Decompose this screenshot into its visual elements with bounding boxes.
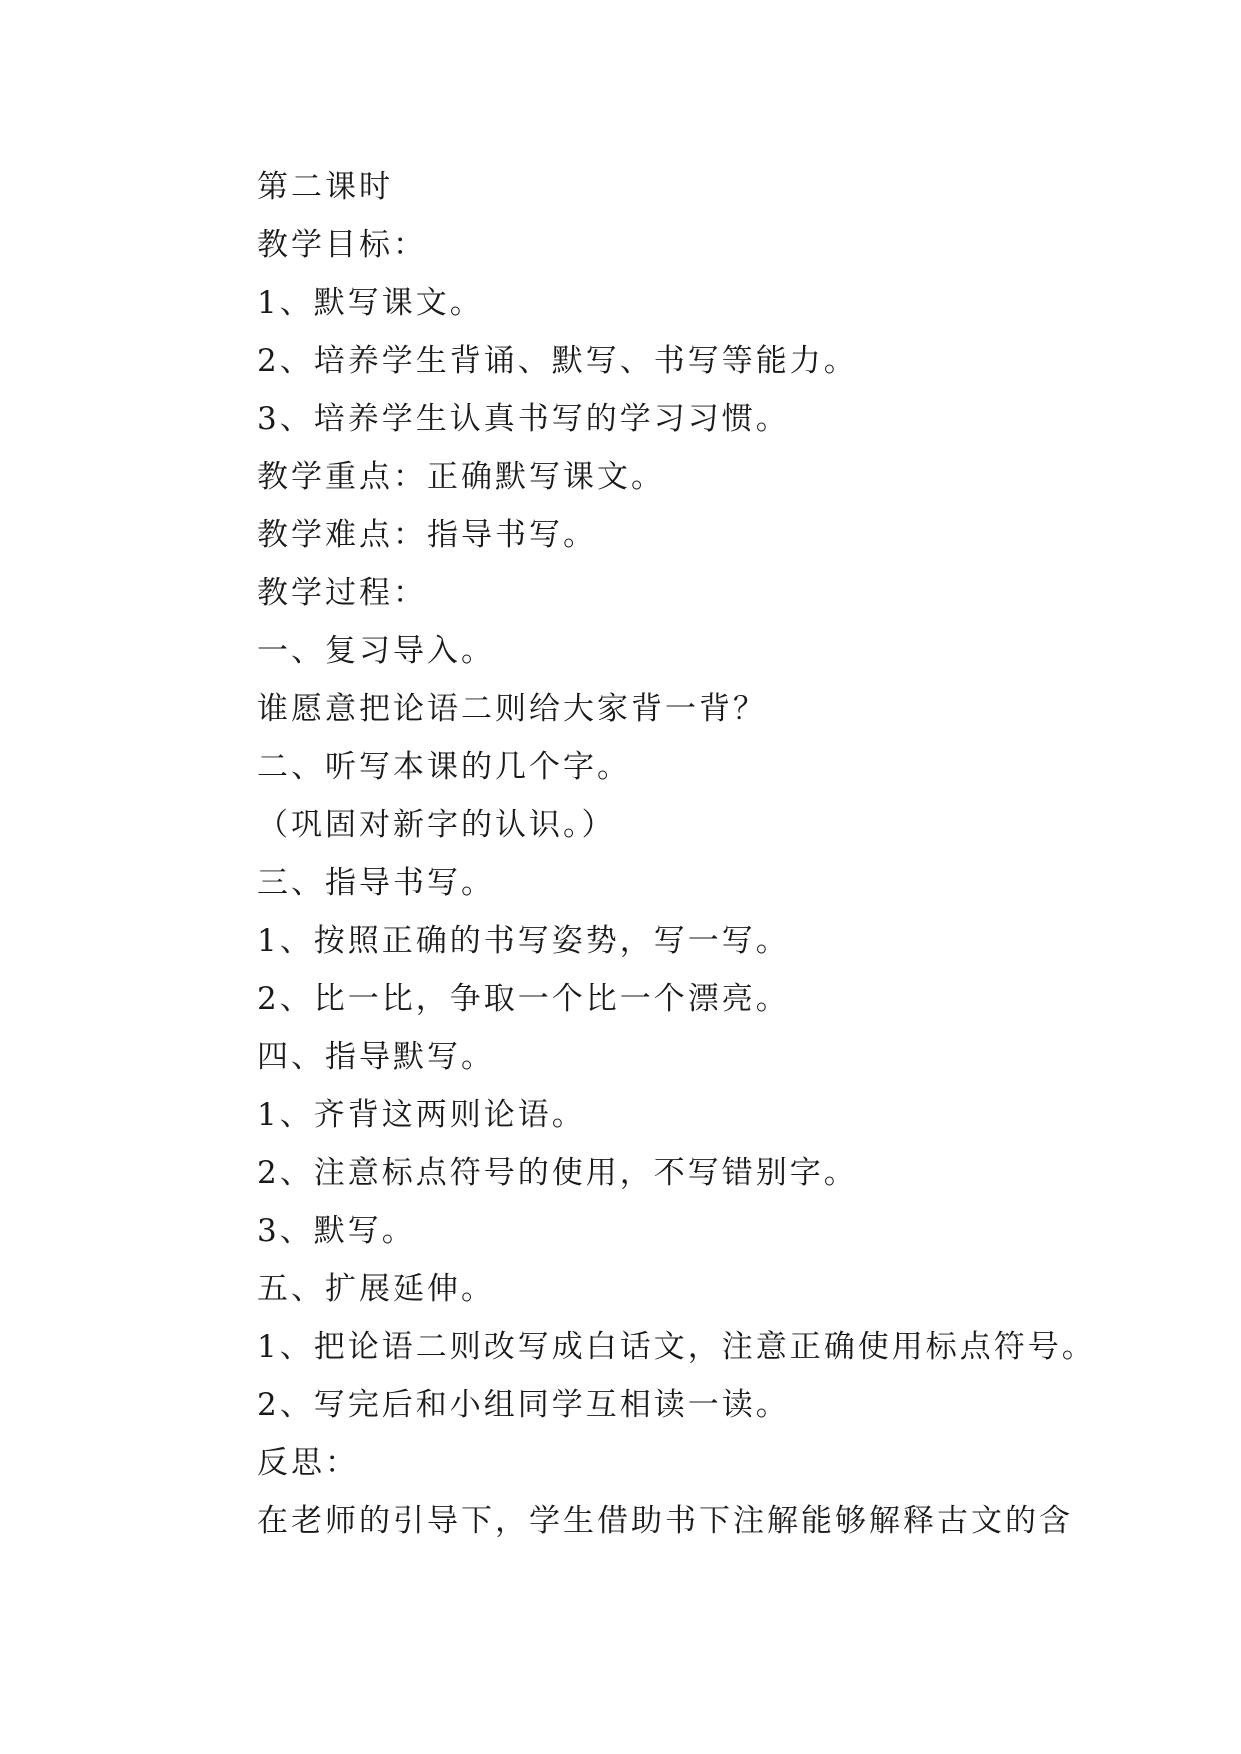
body-text: 谁愿意把论语二则给大家背一背？: [257, 691, 767, 727]
difficulty-point: 教学难点：指导书写。: [257, 517, 597, 553]
key-point: 教学重点：正确默写课文。: [257, 459, 665, 495]
objective-item: 2、培养学生背诵、默写、书写等能力。: [257, 343, 858, 379]
section-heading: 二、听写本课的几个字。: [257, 749, 631, 785]
section-heading: 三、指导书写。: [257, 865, 495, 901]
objective-item: 1、默写课文。: [257, 285, 484, 321]
lesson-heading: 第二课时: [257, 169, 393, 205]
objective-item: 3、培养学生认真书写的学习习惯。: [257, 401, 790, 437]
list-item: 1、按照正确的书写姿势，写一写。: [257, 923, 790, 959]
reflection-text: 在老师的引导下，学生借助书下注解能够解释古文的含: [257, 1503, 1073, 1539]
reflection-heading: 反思：: [257, 1445, 359, 1481]
body-text: （巩固对新字的认识。）: [257, 807, 616, 843]
objectives-heading: 教学目标：: [257, 227, 427, 263]
list-item: 2、比一比，争取一个比一个漂亮。: [257, 981, 790, 1017]
list-item: 3、默写。: [257, 1213, 416, 1249]
section-heading: 四、指导默写。: [257, 1039, 495, 1075]
document-body: [257, 158, 1157, 1550]
section-heading: 五、扩展延伸。: [257, 1271, 495, 1307]
section-heading: 一、复习导入。: [257, 633, 495, 669]
list-item: 2、注意标点符号的使用，不写错别字。: [257, 1155, 858, 1191]
list-item: 1、把论语二则改写成白话文，注意正确使用标点符号。: [257, 1329, 1096, 1365]
process-heading: 教学过程：: [257, 575, 427, 611]
list-item: 2、写完后和小组同学互相读一读。: [257, 1387, 790, 1423]
list-item: 1、齐背这两则论语。: [257, 1097, 586, 1133]
